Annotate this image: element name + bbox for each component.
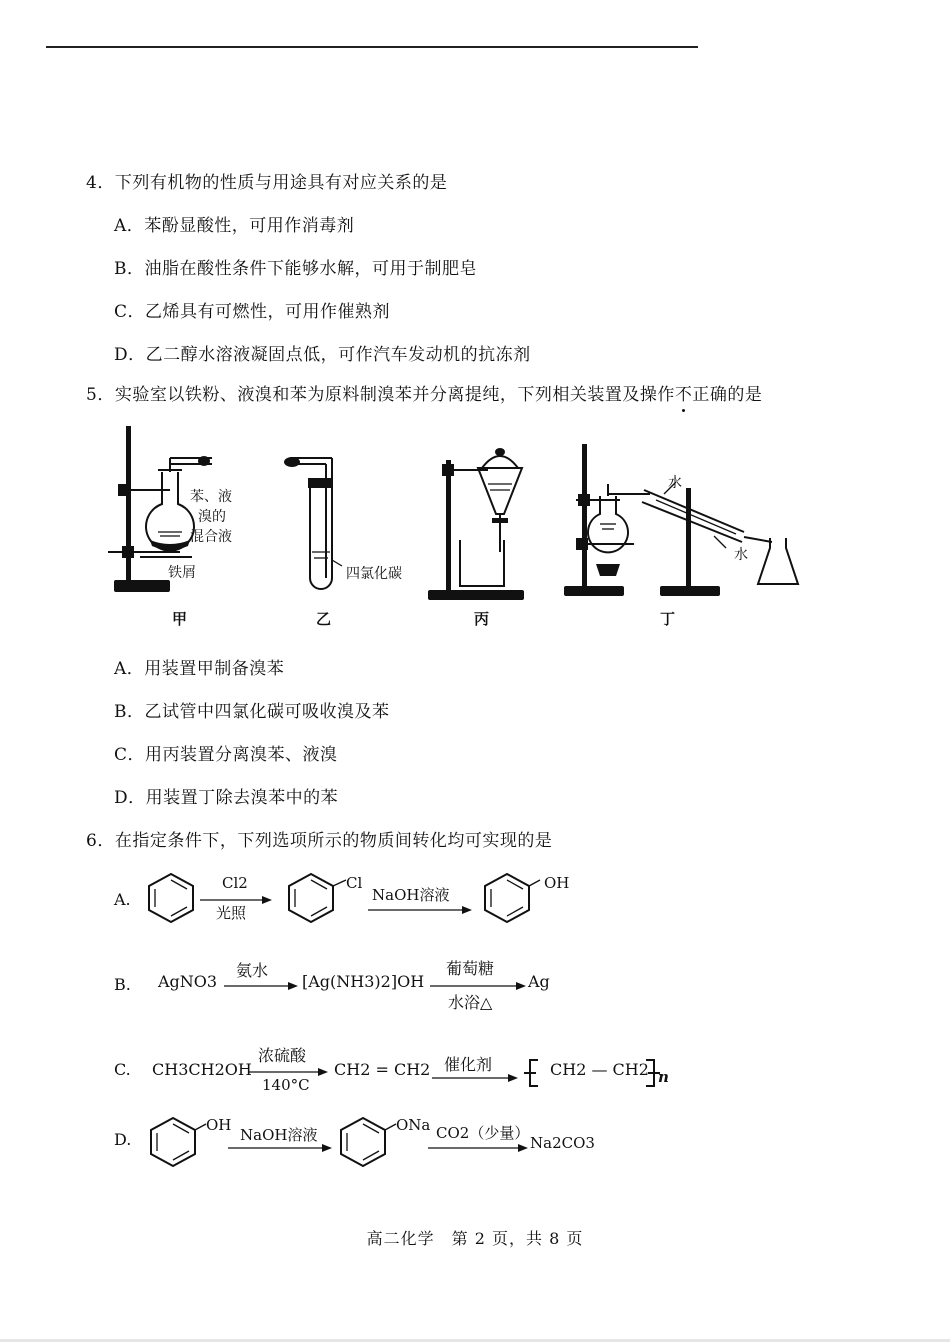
apparatus-bing [428,440,528,602]
benzene-ring-a2 [286,872,336,924]
q6c-polymer: CH2 — CH2 [550,1060,649,1079]
q6a-arrow-2 [368,904,472,916]
jia-label-line3: 混合液 [190,529,232,545]
top-rule [46,46,698,48]
q6c-letter: C. [114,1060,131,1079]
benzene-ring-d1 [148,1116,198,1168]
q6d-cond1-top: NaOH溶液 [240,1126,318,1144]
benzene-ring-d2 [338,1116,388,1168]
q6a-cond1-bottom: 光照 [216,904,247,922]
q6d-substituent-oh: OH [206,1116,232,1134]
q6d-arrow-1 [228,1142,332,1154]
caption-ding: 丁 [660,610,676,628]
q6a-letter: A. [114,890,131,909]
q4-option-c: C．乙烯具有可燃性，可用作催熟剂 [114,302,391,322]
q6d-cond2-top: CO2（少量） [436,1124,530,1142]
q6b-end: Ag [528,972,550,991]
q6a-substituent-oh: OH [544,874,570,892]
q6c-arrow-2 [432,1072,518,1084]
caption-jia: 甲 [172,610,188,628]
q5-stem-after: 正确的是 [692,385,763,405]
benzene-ring-a3 [482,872,532,924]
benzene-ring-a1 [146,872,196,924]
q6d-letter: D. [114,1130,132,1149]
caption-yi: 乙 [316,610,332,628]
q6b-cond1: 氨水 [236,961,269,980]
q4-option-d: D．乙二醇水溶液凝固点低，可作汽车发动机的抗冻剂 [114,345,531,365]
q4-option-a: A．苯酚显酸性，可用作消毒剂 [114,216,355,236]
yi-label-ccl4: 四氯化碳 [346,566,402,582]
q6b-cond2-top: 葡萄糖 [446,959,495,978]
q6c-cond2-top: 催化剂 [444,1055,493,1074]
q6c-start: CH3CH2OH [152,1060,252,1079]
bottom-rule [0,1339,950,1342]
q6c-cond1-top: 浓硫酸 [258,1046,307,1065]
ding-water-bottom: 水 [734,547,748,563]
q6c-cond1-bottom: 140°C [262,1076,310,1094]
q4-option-b: B．油脂在酸性条件下能够水解，可用于制肥皂 [114,259,477,279]
q6c-mid: CH2 = CH2 [334,1060,431,1079]
q5-option-a: A．用装置甲制备溴苯 [114,659,285,679]
ding-water-top: 水 [668,475,682,491]
question-6-stem: 6．在指定条件下，下列选项所示的物质间转化均可实现的是 [86,831,553,851]
question-5-stem [86,380,762,405]
q6a-substituent-cl: Cl [346,874,363,892]
polymer-bracket-left [524,1058,546,1088]
q6a-cond2-top: NaOH溶液 [372,886,450,904]
apparatus-ding [560,434,810,600]
q6a-cond1-top: Cl2 [222,874,248,892]
q6b-letter: B. [114,975,131,994]
question-4-stem: 4．下列有机物的性质与用途具有对应关系的是 [86,173,448,193]
jia-label-line1: 苯、液 [190,489,232,505]
q6b-arrow-1 [224,980,298,992]
q6b-mid: [Ag(NH3)2]OH [302,972,425,991]
q5-option-c: C．用丙装置分离溴苯、液溴 [114,745,338,765]
page-footer: 高二化学 第 2 页，共 8 页 [366,1229,584,1248]
jia-label-iron: 铁屑 [168,565,196,581]
q5-stem-before: 5．实验室以铁粉、液溴和苯为原料制溴苯并分离提纯，下列相关装置及操作 [86,385,675,405]
q6c-n: n [658,1068,669,1086]
q6b-cond2-bottom: 水浴△ [448,993,493,1012]
q6d-arrow-2 [428,1142,528,1154]
q6b-start: AgNO3 [158,972,218,991]
q5-stem-emphasis: 不 [675,380,693,405]
q6d-substituent-ona: ONa [396,1116,431,1134]
q5-option-b: B．乙试管中四氯化碳可吸收溴及苯 [114,702,390,722]
q6d-end: Na2CO3 [530,1134,595,1152]
jia-label-line2: 溴的 [198,509,226,525]
caption-bing: 丙 [474,610,490,628]
q5-option-d: D．用装置丁除去溴苯中的苯 [114,788,339,808]
